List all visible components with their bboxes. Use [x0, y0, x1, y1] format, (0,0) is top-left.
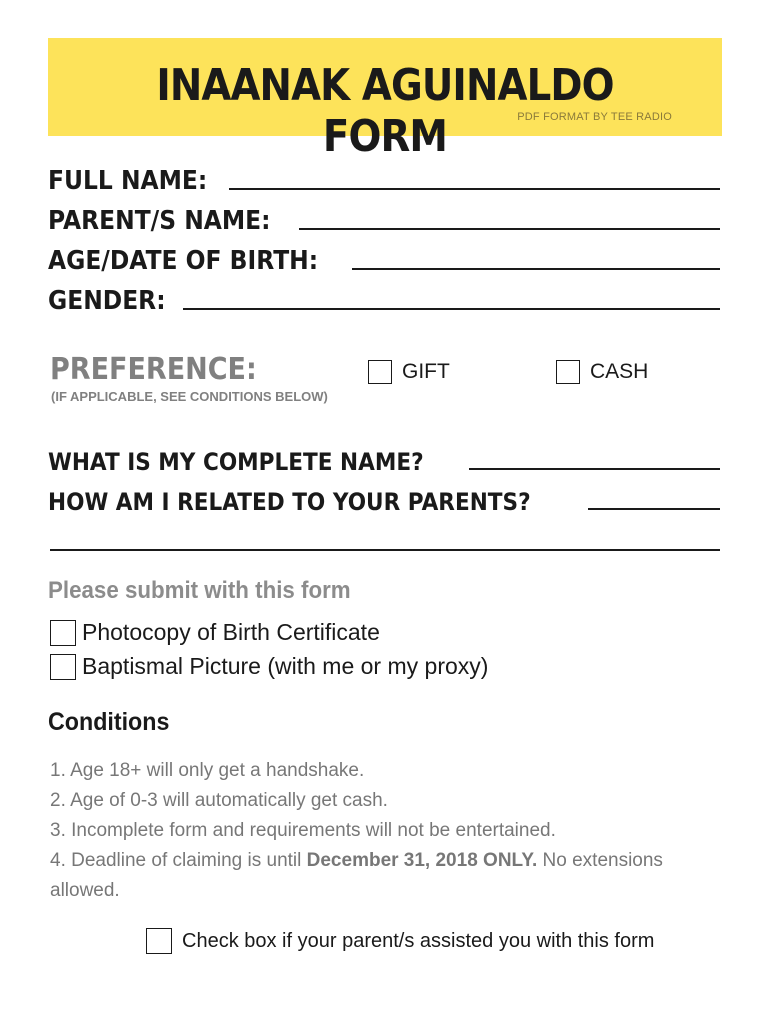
gift-label: GIFT: [402, 360, 450, 383]
condition-4-suffix: No extensions allowed.: [50, 850, 663, 901]
relation-question-label: HOW AM I RELATED TO YOUR PARENTS?: [48, 488, 531, 516]
deadline-date: December 31, 2018 ONLY.: [306, 850, 538, 871]
complete-name-question[interactable]: [48, 440, 720, 476]
form-title: INAANAK AGUINALDO FORM: [156, 60, 614, 162]
birth-certificate-checkbox[interactable]: [50, 620, 76, 646]
full-name-line[interactable]: [229, 188, 720, 190]
parent-name-field[interactable]: [48, 200, 720, 236]
full-name-label: FULL NAME:: [48, 166, 208, 196]
preference-title: PREFERENCE:: [50, 352, 257, 387]
parent-name-line[interactable]: [299, 228, 720, 230]
parent-name-label: PARENT/S NAME:: [48, 206, 271, 236]
relation-line[interactable]: [588, 508, 720, 510]
preference-option-gift[interactable]: [368, 360, 450, 384]
condition-4-prefix: 4. Deadline of claiming is until: [50, 850, 307, 871]
condition-item: 1. Age 18+ will only get a handshake.: [50, 760, 365, 781]
preference-subtitle: (IF APPLICABLE, SEE CONDITIONS BELOW): [51, 389, 328, 404]
condition-item: [50, 846, 720, 906]
format-credit: PDF FORMAT BY TEE RADIO: [517, 111, 672, 123]
condition-item: 3. Incomplete form and requirements will not be entertained.: [50, 820, 556, 841]
birth-certificate-label: Photocopy of Birth Certificate: [82, 619, 380, 645]
gift-checkbox[interactable]: [368, 360, 392, 384]
relation-question[interactable]: [48, 480, 720, 516]
age-dob-label: AGE/DATE OF BIRTH:: [48, 246, 319, 276]
title-banner: [48, 38, 722, 162]
age-dob-line[interactable]: [352, 268, 720, 270]
condition-item: 2. Age of 0-3 will automatically get cash.: [50, 790, 388, 811]
baptismal-picture-label: Baptismal Picture (with me or my proxy): [82, 653, 489, 679]
gender-field[interactable]: [48, 280, 720, 316]
relation-continuation-line[interactable]: [50, 549, 720, 551]
full-name-field[interactable]: [48, 160, 720, 196]
gender-label: GENDER:: [48, 286, 166, 316]
requirement-baptismal-picture[interactable]: [50, 653, 488, 680]
complete-name-question-label: WHAT IS MY COMPLETE NAME?: [48, 448, 424, 476]
parent-assist-label: Check box if your parent/s assisted you with this form: [182, 929, 655, 952]
cash-label: CASH: [590, 360, 649, 383]
parent-assist-checkbox[interactable]: [146, 928, 172, 954]
requirement-birth-certificate[interactable]: [50, 619, 380, 646]
submit-title: Please submit with this form: [48, 577, 351, 604]
complete-name-line[interactable]: [469, 468, 720, 470]
conditions-list: [50, 756, 720, 906]
parent-assist-check[interactable]: [146, 928, 654, 954]
conditions-title: Conditions: [48, 708, 170, 736]
preference-option-cash[interactable]: [556, 360, 648, 384]
baptismal-picture-checkbox[interactable]: [50, 654, 76, 680]
age-dob-field[interactable]: [48, 240, 720, 276]
cash-checkbox[interactable]: [556, 360, 580, 384]
gender-line[interactable]: [183, 308, 720, 310]
